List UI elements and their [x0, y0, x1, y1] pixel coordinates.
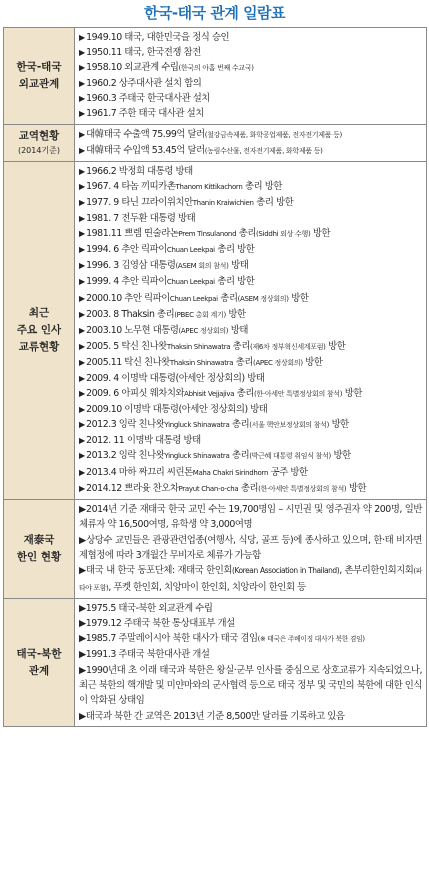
- exchange-item: [79, 274, 422, 290]
- text: ▶태국 내 한국 동포단체: 재태국 한인회: [79, 565, 232, 577]
- item-text: 2014.12 쁘라윳 찬오차: [86, 482, 179, 494]
- label-koreans: [4, 499, 75, 598]
- list-item: [79, 631, 422, 647]
- item-text: 방태: [228, 324, 248, 336]
- bullet-marker: ▶: [79, 129, 86, 139]
- item-text: 방한: [225, 308, 246, 320]
- bullet-marker: ▶: [79, 109, 86, 119]
- item-text: 2000.10 추안 릭파이: [86, 292, 170, 304]
- name-romanized: Thanin Kraiwichien: [192, 198, 254, 207]
- bullet-marker: ▶: [79, 181, 86, 191]
- item-text: 2013.2 잉락 친나왓: [86, 450, 165, 462]
- name-romanized: Chuan Leekpai: [169, 294, 218, 303]
- name-romanized: Chuan Leekpai: [166, 246, 215, 255]
- note: (※ 태국은 주베이징 대사가 북한 겸임): [257, 635, 365, 644]
- label-line: 한국-태국: [16, 60, 62, 73]
- bullet-marker: ▶: [79, 373, 86, 383]
- exchange-item: [79, 465, 422, 481]
- item-text: 방한: [325, 340, 346, 352]
- text: ▶1985.7 주말레이시아 북한 대사가 태국 겸임: [79, 633, 258, 645]
- item-text: 2003.10 노무현 대통령: [86, 324, 179, 336]
- item-note: (ASEM 회의 참석): [175, 262, 229, 271]
- list-item: ▶1979.12 주태국 북한 통상대표부 개설: [79, 618, 235, 630]
- label-north-korea: [4, 599, 75, 727]
- item-text: 1960.2 상주대사관 설치 합의: [86, 78, 202, 90]
- name-romanized: Abhisit Vejjajiva: [184, 390, 235, 399]
- list-item: [79, 45, 422, 60]
- exchange-item: [79, 164, 422, 179]
- item-note: (박근혜 대통령 취임식 참석): [249, 452, 331, 461]
- item-note: (APEC 정상회의): [178, 326, 229, 335]
- list-item: ▶1975.5 태국-북한 외교관계 수립: [79, 603, 213, 615]
- bullet-marker: ▶: [79, 293, 86, 303]
- label-line: 주요 인사: [16, 323, 62, 336]
- exchange-item: [79, 258, 422, 274]
- item-text: 2012.3 잉락 친나왓: [86, 419, 165, 431]
- item-text: 2009. 6 아피싯 웨차치와: [86, 388, 185, 400]
- item-note: (한국의 아홉 번째 수교국): [178, 64, 254, 73]
- bullet-marker: ▶: [79, 229, 86, 239]
- label-line: 최근: [28, 306, 50, 319]
- item-text: 방한: [329, 419, 349, 431]
- bullet-marker: ▶: [79, 33, 86, 42]
- item-text: 2013.4 마하 짜끄리 씨린톤: [86, 466, 193, 478]
- bullet-marker: ▶: [79, 48, 86, 58]
- bullet-marker: ▶: [79, 94, 86, 104]
- list-item: ▶태국과 북한 간 교역은 2013년 기준 8,500만 달러를 기록하고 있음: [79, 710, 345, 722]
- item-text: 2009. 4 이명박 대통령(아세안 정상회의) 방태: [86, 372, 265, 384]
- item-text: 총리 방한: [253, 196, 294, 208]
- bullet-marker: ▶: [79, 79, 86, 89]
- item-text: 방한: [310, 228, 331, 240]
- item-text: 방한: [288, 292, 309, 304]
- item-text: 2003. 8 Thaksin 총리: [86, 308, 175, 320]
- bullet-marker: ▶: [79, 483, 86, 493]
- paragraph: [79, 563, 422, 596]
- item-text: 1966.2 박정희 대통령 방태: [86, 165, 193, 177]
- item-note: (한·아세안 특별정상회의 참석): [258, 484, 347, 493]
- item-text: 1960.3 주태국 한국대사관 설치: [86, 93, 210, 105]
- bullet-marker: ▶: [79, 277, 86, 287]
- list-item: [79, 91, 422, 106]
- exchange-item: [79, 339, 422, 355]
- row-trade: [4, 124, 427, 161]
- item-text: 2012. 11 이명박 대통령 방태: [86, 435, 201, 447]
- exchange-item: [79, 211, 422, 226]
- label-line: 재泰국: [23, 533, 55, 546]
- item-text: 총리: [229, 450, 250, 462]
- item-text: 총리 방한: [214, 276, 255, 288]
- item-text: 1961.7 주한 태국 대사관 설치: [86, 108, 204, 120]
- item-text: 대韓태국 수출액 75.99억 달러: [86, 128, 205, 140]
- item-text: 대韓태국 수입액 53.45억 달러: [86, 144, 205, 156]
- list-item: ▶1991.3 주태국 북한대사관 개설: [79, 649, 210, 661]
- item-note: (철강금속제품, 화학공업제품, 전자전기제품 등): [204, 130, 342, 139]
- item-text: 총리 방한: [214, 244, 255, 256]
- item-text: 총리: [238, 482, 259, 494]
- bullet-marker: ▶: [79, 325, 86, 335]
- item-note: (농림수산물, 전자전기제품, 화학제품 등): [204, 146, 323, 155]
- text: , 푸켓 한인회, 치앙마이 한인회, 치앙라이 한인회 등: [108, 581, 306, 593]
- item-note: (Siddhi 외상 수행): [255, 230, 311, 239]
- item-text: 1996. 3 김영삼 대통령: [86, 260, 176, 272]
- paragraph: ▶2014년 기준 재태국 한국 교민 수는 19,700명임 – 시민권 및 영주권자 약 200명, 일반 체류자 약 16,500여명, 유학생 약 3,000여명: [79, 503, 422, 531]
- exchange-item: [79, 307, 422, 323]
- exchange-item: [79, 355, 422, 371]
- label-line: 한인 현황: [16, 550, 62, 563]
- exchange-item: [79, 433, 422, 448]
- exchange-item: [79, 402, 422, 417]
- item-text: 방한: [330, 450, 351, 462]
- content-koreans: [75, 499, 427, 598]
- note: (Korean Association in Thailand): [231, 566, 340, 576]
- item-note: (PBEC 총회 계기): [174, 310, 226, 319]
- content-exchange: [75, 161, 427, 499]
- exchange-item: [79, 291, 422, 307]
- name-romanized: Thaksin Shinawatra: [166, 342, 231, 351]
- paragraph: ▶1990년대 초 이래 태국과 북한은 왕실·군부 인사를 중심으로 상호교류가 지속되었으나, 최근 북한의 핵개발 및 미얀마와의 군사협력 등으로 태국 정부 및 국민의 북한에 대한 인식이 악화된 상태임: [79, 664, 422, 707]
- item-text: 1958.10 외교관계 수립: [86, 62, 179, 74]
- label-line: 외교관계: [18, 77, 60, 90]
- bullet-marker: ▶: [79, 420, 86, 430]
- exchange-item: [79, 195, 422, 211]
- item-text: 1950.11 태국, 한국전쟁 참전: [86, 47, 201, 59]
- list-item: [79, 60, 422, 76]
- bullet-marker: ▶: [79, 245, 86, 255]
- list-item: [79, 76, 422, 91]
- item-note: (서울 핵안보정상회의 참석): [249, 421, 330, 430]
- item-note: (APEC 정상회의): [253, 358, 303, 367]
- row-exchange: [4, 161, 427, 499]
- name-romanized: Thaksin Shinawatra: [169, 358, 234, 367]
- bullet-marker: ▶: [79, 145, 86, 155]
- item-text: 총리 방한: [242, 180, 283, 192]
- item-text: 총리: [217, 292, 238, 304]
- page-title: 한국-태국 관계 일람표: [143, 4, 286, 22]
- name-romanized: Yingluck Shinawatra: [164, 452, 230, 461]
- item-text: 방태: [228, 260, 249, 272]
- name-romanized: Thanom Kittikachorn: [175, 182, 243, 191]
- paragraph: ▶상당수 교민들은 관광관련업종(여행사, 식당, 골프 등)에 종사하고 있으며, 한·태 비자면제협정에 따라 3개월간 무비자로 체류가 가능함: [79, 534, 422, 561]
- exchange-item: [79, 242, 422, 258]
- bullet-marker: ▶: [79, 357, 86, 367]
- list-item: [79, 143, 422, 159]
- item-text: 1981. 7 전두환 대통령 방태: [86, 213, 196, 225]
- label-sub: (2014기준): [17, 146, 61, 156]
- content-north-korea: [75, 599, 427, 727]
- item-text: 총리: [236, 228, 256, 240]
- item-text: 1967. 4 타놈 끼띠카촌: [86, 180, 176, 192]
- item-text: 총리: [234, 388, 254, 400]
- row-north-korea: [4, 599, 427, 727]
- list-item: [79, 30, 422, 45]
- row-koreans: [4, 499, 427, 598]
- bullet-marker: ▶: [79, 261, 86, 271]
- item-text: 총리: [229, 419, 250, 431]
- list-item: [79, 127, 422, 143]
- bullet-marker: ▶: [79, 341, 86, 351]
- bullet-marker: ▶: [79, 405, 86, 415]
- label-line: 교역현황: [18, 130, 60, 143]
- exchange-item: [79, 386, 422, 402]
- content-diplomacy: [75, 28, 427, 125]
- label-line: 태국-북한: [16, 647, 62, 660]
- exchange-item: [79, 448, 422, 464]
- bullet-marker: ▶: [79, 309, 86, 319]
- exchange-item: [79, 226, 422, 242]
- exchange-item: [79, 371, 422, 386]
- bullet-marker: ▶: [79, 467, 86, 477]
- exchange-item: [79, 323, 422, 339]
- note: (파타야 포함): [79, 567, 422, 592]
- item-text: 2009.10 이명박 대통령(아세안 정상회의) 방태: [86, 404, 268, 416]
- item-text: 방한: [302, 356, 323, 368]
- label-trade: [4, 124, 75, 161]
- bullet-marker: ▶: [79, 197, 86, 207]
- bullet-marker: ▶: [79, 389, 86, 399]
- bullet-marker: ▶: [79, 63, 86, 73]
- bullet-marker: ▶: [79, 214, 86, 224]
- relations-table: [3, 27, 427, 727]
- item-note: (제6차 정부혁신세계포럼): [250, 342, 326, 351]
- item-text: 2005. 5 탁신 친나왓: [86, 340, 167, 352]
- item-text: 1949.10 태국, 대한민국을 정식 승인: [86, 32, 230, 43]
- bullet-marker: ▶: [79, 436, 86, 446]
- item-text: 방한: [346, 482, 367, 494]
- item-note: (한·아세안 특별정상회의 참석): [254, 390, 343, 399]
- item-note: (ASEM 정상회의): [237, 294, 289, 303]
- bullet-marker: ▶: [79, 451, 86, 461]
- label-exchange: [4, 161, 75, 499]
- content-trade: [75, 124, 427, 161]
- item-text: 1981.11 쁘렘 띤술라논: [86, 228, 179, 240]
- name-romanized: Prayut Chan-o-cha: [178, 484, 239, 493]
- bullet-marker: ▶: [79, 166, 86, 176]
- name-romanized: Chuan Leekpai: [166, 278, 215, 287]
- item-text: 총리: [230, 340, 251, 352]
- item-text: 방한: [342, 388, 362, 400]
- label-line: 교류현황: [18, 340, 60, 353]
- exchange-item: [79, 179, 422, 195]
- exchange-item: [79, 417, 422, 433]
- item-text: 2005.11 탁신 친나왓: [86, 356, 170, 368]
- text: , 촌부리한인회지회: [339, 565, 414, 577]
- item-text: 공주 방한: [268, 466, 308, 478]
- label-line: 관계: [28, 664, 50, 677]
- label-diplomacy: [4, 28, 75, 125]
- item-text: 1977. 9 타닌 끄라이위치안: [86, 196, 193, 208]
- item-text: 1999. 4 추안 릭파이: [86, 276, 167, 288]
- name-romanized: Maha Chakri Sirindhorn: [192, 468, 269, 477]
- list-item: [79, 106, 422, 121]
- item-text: 1994. 6 추안 릭파이: [86, 244, 167, 256]
- exchange-item: [79, 481, 422, 497]
- name-romanized: Yingluck Shinawatra: [164, 421, 230, 430]
- item-text: 총리: [233, 356, 254, 368]
- row-diplomacy: [4, 28, 427, 125]
- name-romanized: Prem Tinsulanond: [178, 230, 237, 239]
